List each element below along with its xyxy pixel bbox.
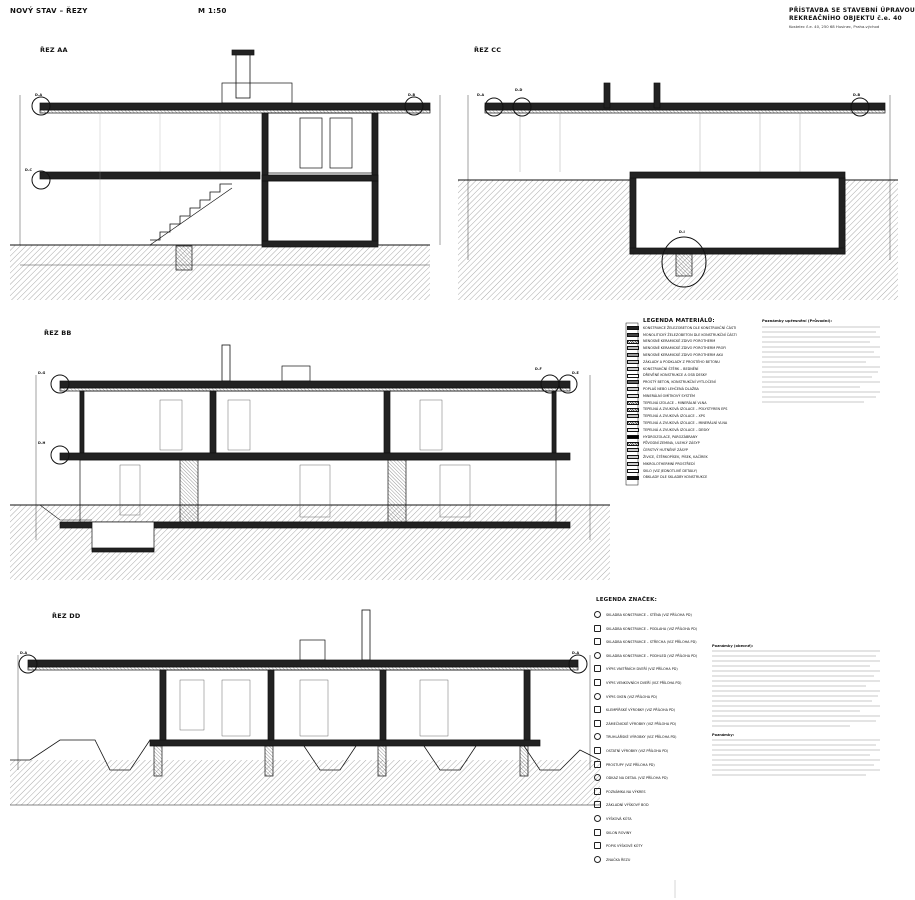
legend-mark-symbol-icon: [594, 829, 601, 836]
legend-mark-label: SKLADBA KONSTRUKCE – PODLAHA (VIZ PŘÍLOHA PD): [606, 626, 698, 631]
legend-material-label: MINERÁLNÍ OMÍTKOVÝ SYSTÉM: [643, 393, 695, 398]
legend-mark-symbol-icon: [594, 665, 601, 672]
callout-label: D–G: [38, 371, 46, 375]
project-title-line-1: PŘÍSTAVBA SE STAVEBNÍ ÚPRAVOU: [789, 7, 915, 14]
legend-material-swatch: [627, 435, 639, 439]
legend-material-label: DŘEVĚNÉ KONSTRUKCE A OSB DESKY: [643, 373, 707, 378]
legend-material-swatch: [627, 346, 639, 350]
legend-mark-label: TRUHLÁŘSKÉ VÝROBKY (VIZ PŘÍLOHA PD): [606, 735, 677, 740]
callout-label: D–B: [408, 93, 416, 97]
legend-material-label: KONSTRUKCE ŽELEZOBETON DLE KONSTRUKČNÍ ČÁSTI: [643, 325, 737, 330]
legend-material-swatch: [627, 421, 639, 425]
legend-mark-symbol-icon: [594, 856, 601, 863]
legend-material-label: MIKROLOTHERMNÍ PROSTŘEDÍ: [643, 461, 695, 466]
legend-mark-label: KLEMPÍŘSKÉ VÝROBKY (VIZ PŘÍLOHA PD): [606, 708, 675, 713]
callout-label: D–A: [477, 93, 485, 97]
legend-material-swatch: [627, 360, 639, 364]
legend-material-swatch: [627, 380, 639, 384]
legend-mark-label: VÝŠKOVÁ KÓTA: [606, 817, 632, 821]
section-bb-drawing: [10, 345, 610, 580]
legend-material-label: ZÁKLADY A PODKLADY Z PROSTÉHO BETONU: [643, 359, 720, 364]
callout-label: D–B: [853, 93, 861, 97]
sheet-scale: M 1:50: [198, 7, 227, 15]
callout-label: D–A: [20, 651, 28, 655]
legend-mark-symbol-icon: [594, 625, 601, 632]
callout-label: D–F: [535, 367, 542, 371]
legend-mark-label: ZÁMEČNICKÉ VÝROBKY (VIZ PŘÍLOHA PD): [606, 721, 677, 726]
section-cc-title: ŘEZ CC: [474, 46, 502, 54]
legend-mark-label: SKLADBA KONSTRUKCE – PODHLED (VIZ PŘÍLOHA PD): [606, 653, 698, 658]
legend-mark-label: SKLADBA KONSTRUKCE – STŘECHA (VIZ PŘÍLOHA PD): [606, 640, 697, 645]
notes-general-title: Poznámky (obecné):: [712, 644, 754, 648]
callout-label: D–C: [25, 168, 32, 172]
section-dd-drawing: [10, 610, 600, 805]
section-aa-drawing: [10, 50, 440, 300]
legend-material-swatch: [627, 401, 639, 405]
sheet-title: NOVÝ STAV – ŘEZY: [10, 7, 88, 15]
legend-material-label: NENOSNÉ KERAMICKÉ ZDIVO POROTHERM: [643, 339, 716, 344]
section-dd-title: ŘEZ DD: [52, 612, 81, 620]
legend-mark-label: PROSTUPY (VIZ PŘÍLOHA PD): [606, 762, 655, 767]
legend-mark-symbol-icon: [594, 693, 601, 700]
legend-material-label: NENOSNÉ KERAMICKÉ ZDIVO POROTHERM PROFI: [643, 346, 727, 351]
ground-hatch: [10, 245, 430, 300]
legend-material-swatch: [627, 374, 639, 378]
legend-material-label: ŽIVICE, ŠTĚRKOPÍSEK, PÍSEK, KAČÍREK: [643, 455, 708, 459]
section-bb-title: ŘEZ BB: [44, 329, 72, 337]
legend-mark-symbol-icon: [594, 720, 601, 727]
legend-material-label: POPLAŠ NEBO LEHČENÁ DLAŽBA: [643, 387, 699, 391]
legend-material-swatch: [627, 469, 639, 473]
legend-material-label: PROSTÝ BETON, KONSTRUKČNÍ VYTLOČENÍ: [643, 380, 716, 385]
notes-title: Poznámky upřesnění (Průvodní):: [762, 318, 833, 323]
legend-material-swatch: [627, 387, 639, 391]
legend-material-label: NENOSNÉ KERAMICKÉ ZDIVO POROTHERM AKU: [643, 353, 724, 357]
legend-material-label: TEPELNÁ IZOLACE – MINERÁLNÍ VLNA: [643, 400, 707, 405]
callout-label: D–A: [572, 651, 580, 655]
legend-mark-label: POPIS VÝŠKOVÉ KÓTY: [606, 844, 643, 849]
legend-mark-symbol-icon: [594, 747, 601, 754]
legend-mark-label: ODKAZ NA DETAIL (VIZ PŘÍLOHA PD): [606, 776, 668, 781]
legend-material-label: TEPELNÁ A ZVUKOVÁ IZOLACE – POLYSTYREN EPS: [643, 407, 728, 412]
project-title-line-2: REKREAČNÍHO OBJEKTU č.e. 40: [789, 15, 903, 22]
legend-material-label: TEPELNÁ A ZVUKOVÁ IZOLACE – MINERÁLNÍ VLNA: [643, 421, 728, 425]
legend-material-swatch: [627, 353, 639, 357]
legend-material-swatch: [627, 326, 639, 330]
callout-label: D–H: [38, 441, 46, 445]
legend-material-swatch: [627, 462, 639, 466]
legend-marks-title: LEGENDA ZNAČEK:: [596, 597, 657, 603]
legend-material-swatch: [627, 448, 639, 452]
legend-material-label: OBKLADY DLE SKLADBY KONSTRUKCE: [643, 475, 708, 480]
section-cc-drawing: [458, 83, 898, 300]
legend-mark-symbol-icon: [594, 652, 601, 659]
legend-material-swatch: [627, 394, 639, 398]
legend-mark-label: ZÁKLADNÍ VÝŠKOVÝ BOD: [606, 803, 649, 808]
legend-mark-symbol-icon: [594, 706, 601, 713]
legend-material-label: ČERSTVÝ HUTNĚNÝ ZÁSYP: [643, 448, 688, 453]
legend-mark-symbol-icon: [594, 788, 601, 795]
legend-mark-symbol-icon: [594, 761, 601, 768]
legend-mark-symbol-icon: [594, 842, 601, 849]
legend-material-swatch: [627, 414, 639, 418]
legend-material-label: HYDROIZOLACE, PAROZÁBRANY: [643, 434, 698, 439]
callout-label: D–A: [35, 93, 43, 97]
legend-mark-symbol-icon: [594, 679, 601, 686]
legend-material-swatch: [627, 442, 639, 446]
legend-mark-symbol-icon: [594, 801, 601, 808]
legend-mark-label: POZNÁMKA NA VÝKRES: [606, 789, 646, 794]
legend-mark-label: ZNAČKA ŘEZU: [606, 857, 631, 862]
notes-extra-title: Poznámky:: [712, 733, 735, 737]
legend-material-swatch: [627, 428, 639, 432]
legend-mark-label: VÝPIS VNITŘNÍCH DVEŘÍ (VIZ PŘÍLOHA PD): [606, 667, 678, 672]
legend-material-swatch: [627, 476, 639, 480]
legend-material-label: MONOLITICKÝ ŽELEZOBETON DLE KONSTRUKČNÍ ČÁSTI: [643, 332, 737, 337]
project-address: Kostelec č.e. 40, 250 68 Husinec, Praha-východ: [789, 24, 880, 29]
legend-mark-symbol-icon: [594, 815, 601, 822]
section-aa-title: ŘEZ AA: [40, 46, 68, 54]
legend-mark-label: VÝPIS VENKOVNÍCH DVEŘÍ (VIZ PŘÍLOHA PD): [606, 681, 682, 685]
legend-material-label: KONSTRUKČNÍ ŠTĚRK – BEDNĚNÍ: [643, 366, 699, 371]
legend-material-swatch: [627, 340, 639, 344]
legend-material-swatch: [627, 408, 639, 412]
legend-mark-label: VÝPIS OKEN (VIZ PŘÍLOHA PD): [606, 694, 658, 699]
legend-material-label: PŮVODNÍ ZEMINA, ULEHLÝ ZÁSYP: [643, 441, 700, 446]
legend-mark-label: SKLADBA KONSTRUKCE – STĚNA (VIZ PŘÍLOHA PD): [606, 613, 692, 617]
legend-material-label: TEPELNÁ A ZVUKOVÁ IZOLACE – DESKY: [643, 427, 710, 432]
legend-material-label: SKLO (VIZ JEDNOTLIVÉ DETAILY): [643, 468, 698, 473]
callout-label: D–E: [572, 371, 579, 375]
legend-mark-symbol-icon: [594, 638, 601, 645]
legend-mark-label: SKLON ROVINY: [606, 830, 632, 835]
legend-material-swatch: [627, 367, 639, 371]
legend-material-swatch: [627, 455, 639, 459]
callout-label: D–I: [679, 230, 685, 234]
legend-mark-symbol-icon: [594, 611, 601, 618]
legend-materials-title: LEGENDA MATERIÁLŮ:: [643, 318, 715, 324]
callout-label: D–D: [515, 88, 523, 92]
legend-material-label: TEPELNÁ A ZVUKOVÁ IZOLACE – XPS: [643, 414, 705, 419]
legend-material-swatch: [627, 333, 639, 337]
legend-mark-label: OSTATNÍ VÝROBKY (VIZ PŘÍLOHA PD): [606, 749, 669, 753]
